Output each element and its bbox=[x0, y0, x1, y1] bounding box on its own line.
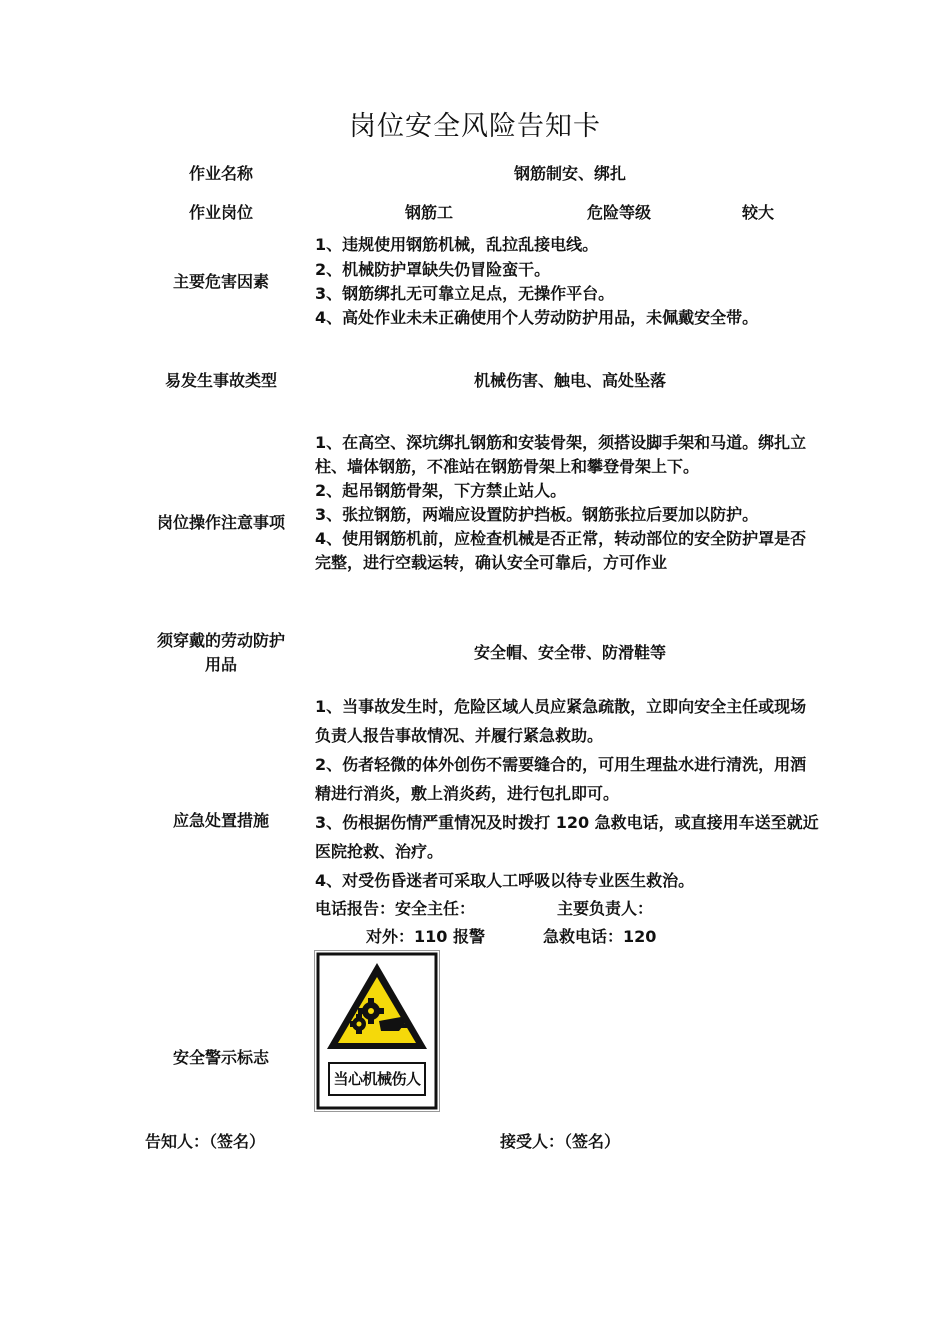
precaution-line: 4、使用钢筋机前，应检查机械是否正常，转动部位的安全防护罩是否 bbox=[315, 529, 807, 548]
ppe-label-line2: 用品 bbox=[204, 655, 237, 674]
warning-sign-label: 安全警示标志 bbox=[172, 1048, 269, 1067]
emergency-line: 4、对受伤昏迷者可采取人工呼吸以待专业医生救治。 bbox=[315, 871, 695, 890]
hazards-label: 主要危害因素 bbox=[172, 272, 269, 291]
emergency-line: 负责人报告事故情况、并履行紧急救助。 bbox=[315, 726, 604, 745]
accident-types-label: 易发生事故类型 bbox=[164, 371, 277, 390]
emergency-line: 精进行消炎，敷上消炎药，进行包扎即可。 bbox=[315, 784, 620, 803]
warning-sign-image bbox=[314, 950, 440, 1112]
hazard-item: 1、违规使用钢筋机械，乱拉乱接电线。 bbox=[315, 235, 599, 254]
precaution-line: 3、张拉钢筋，两端应设置防护挡板。钢筋张拉后要加以防护。 bbox=[315, 505, 759, 524]
notifier-signature: 告知人：（签名） bbox=[145, 1132, 266, 1151]
hazard-item: 4、高处作业未未正确使用个人劳动防护用品，未佩戴安全带。 bbox=[315, 308, 759, 327]
warning-sign-text: 当心机械伤人 bbox=[333, 1070, 421, 1088]
page-title: 岗位安全风险告知卡 bbox=[349, 111, 601, 142]
ppe-label-line1: 须穿戴的劳动防护 bbox=[156, 631, 285, 650]
job-name-label: 作业名称 bbox=[188, 164, 253, 183]
emergency-line: 3、伤根据伤情严重情况及时拨打 120 急救电话，或直接用车送至就近 bbox=[315, 813, 819, 832]
receiver-signature: 接受人：（签名） bbox=[500, 1132, 621, 1151]
hazard-item: 2、机械防护罩缺失仍冒险蛮干。 bbox=[315, 260, 551, 279]
accident-types-value: 机械伤害、触电、高处坠落 bbox=[473, 371, 666, 390]
ppe-value: 安全帽、安全带、防滑鞋等 bbox=[473, 643, 666, 662]
emergency-label: 应急处置措施 bbox=[172, 811, 269, 830]
job-name-value: 钢筋制安、绑扎 bbox=[513, 164, 626, 183]
emergency-line: 1、当事故发生时，危险区域人员应紧急疏散，立即向安全主任或现场 bbox=[315, 697, 807, 716]
phone-report: 电话报告：安全主任： bbox=[315, 899, 476, 918]
emergency-line: 2、伤者轻微的体外创伤不需要缝合的，可用生理盐水进行清洗，用酒 bbox=[315, 755, 807, 774]
hazard-item: 3、钢筋绑扎无可靠立足点，无操作平台。 bbox=[315, 284, 615, 303]
job-post-value: 钢筋工 bbox=[405, 203, 454, 222]
first-aid-phone: 急救电话：120 bbox=[543, 927, 657, 946]
precaution-line: 2、起吊钢筋骨架，下方禁止站人。 bbox=[315, 481, 567, 500]
risk-level-value: 较大 bbox=[742, 203, 775, 222]
external-alarm: 对外：110 报警 bbox=[366, 927, 485, 946]
precaution-line: 柱、墙体钢筋，不准站在钢筋骨架上和攀登骨架上下。 bbox=[315, 457, 700, 476]
precaution-line: 1、在高空、深坑绑扎钢筋和安装骨架，须搭设脚手架和马道。绑扎立 bbox=[315, 433, 807, 452]
precaution-line: 完整，进行空载运转，确认安全可靠后，方可作业 bbox=[315, 553, 668, 572]
emergency-line: 医院抢救、治疗。 bbox=[315, 842, 444, 861]
main-responsible-person: 主要负责人： bbox=[557, 899, 654, 918]
precautions-label: 岗位操作注意事项 bbox=[156, 513, 285, 532]
risk-level-label: 危险等级 bbox=[587, 203, 652, 222]
job-post-label: 作业岗位 bbox=[188, 203, 253, 222]
